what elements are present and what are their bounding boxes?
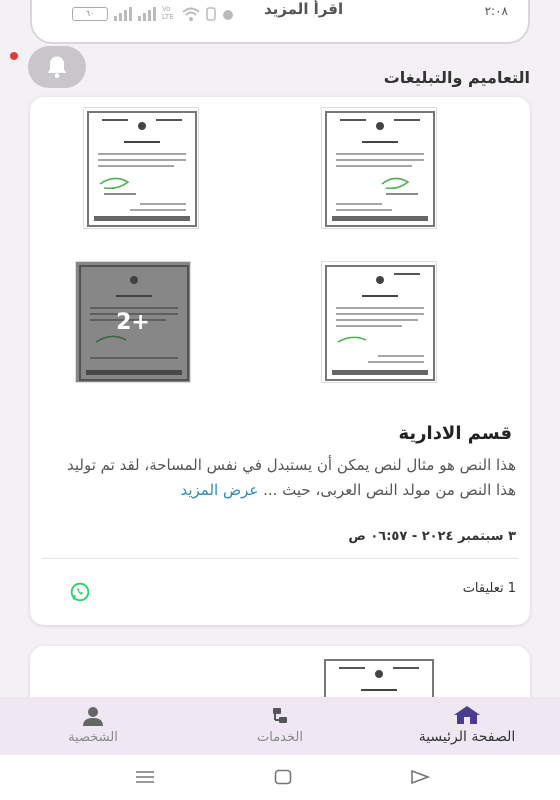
post-date: ٣ سبتمبر ٢٠٢٤ - ٠٦:٥٧ ص [348, 529, 516, 544]
system-navigation-bar [0, 755, 560, 800]
attachment-thumbnail-3[interactable] [321, 261, 437, 383]
show-more-link[interactable]: عرض المزيد [180, 481, 259, 499]
notification-dot [10, 52, 18, 60]
nav-label-profile: الشخصية [68, 730, 118, 745]
back-icon[interactable] [410, 769, 430, 785]
clock: ٢:٠٨ [484, 4, 508, 18]
moon-icon [222, 9, 234, 21]
signal-icon [114, 7, 132, 21]
post-body [46, 453, 516, 503]
post-body-text: هذا النص هو مثال لنص يمكن أن يستبدل في نفس المساحة، لقد تم توليد هذا النص من مولد النص العربى، حيث ... [66, 456, 516, 499]
nav-label-services: الخدمات [257, 730, 303, 745]
nav-item-services[interactable] [220, 697, 340, 755]
wifi-icon [182, 7, 200, 21]
section-title: التعاميم والتبليغات [383, 68, 530, 87]
status-icons [72, 5, 234, 21]
more-attachments-overlay[interactable]: 2+ [76, 262, 190, 382]
home-icon [453, 705, 481, 725]
battery-icon [72, 7, 108, 21]
document-image [84, 108, 200, 230]
battery-level: ٦٠ [85, 9, 95, 18]
nav-label-home: الصفحة الرئيسية [418, 729, 516, 745]
post-card[interactable] [30, 97, 530, 625]
document-image [322, 262, 438, 384]
menu-icon[interactable] [135, 769, 155, 785]
attachment-thumbnail-4[interactable] [75, 261, 191, 383]
post-title: قسم الادارية [398, 423, 512, 444]
notifications-button[interactable] [28, 46, 86, 88]
home-button-icon[interactable] [274, 769, 292, 785]
attachment-thumbnail-1[interactable] [321, 107, 437, 229]
bottom-navigation [0, 697, 560, 755]
divider [42, 558, 518, 559]
nav-item-home[interactable] [382, 697, 552, 755]
read-more-banner[interactable]: اقرأ المزيد [264, 0, 344, 18]
signal-icon-2 [138, 7, 156, 21]
person-icon [81, 706, 105, 726]
status-bar [30, 0, 530, 44]
attachment-thumbnail-2[interactable] [83, 107, 199, 229]
comments-count[interactable]: 1 تعليقات [462, 581, 516, 596]
vibrate-icon [206, 7, 216, 21]
network-label: Vo LTE [162, 5, 174, 21]
services-icon [269, 706, 291, 726]
document-image [322, 108, 438, 230]
bell-icon [43, 53, 71, 81]
whatsapp-icon[interactable] [70, 582, 90, 602]
nav-item-profile[interactable] [30, 697, 156, 755]
